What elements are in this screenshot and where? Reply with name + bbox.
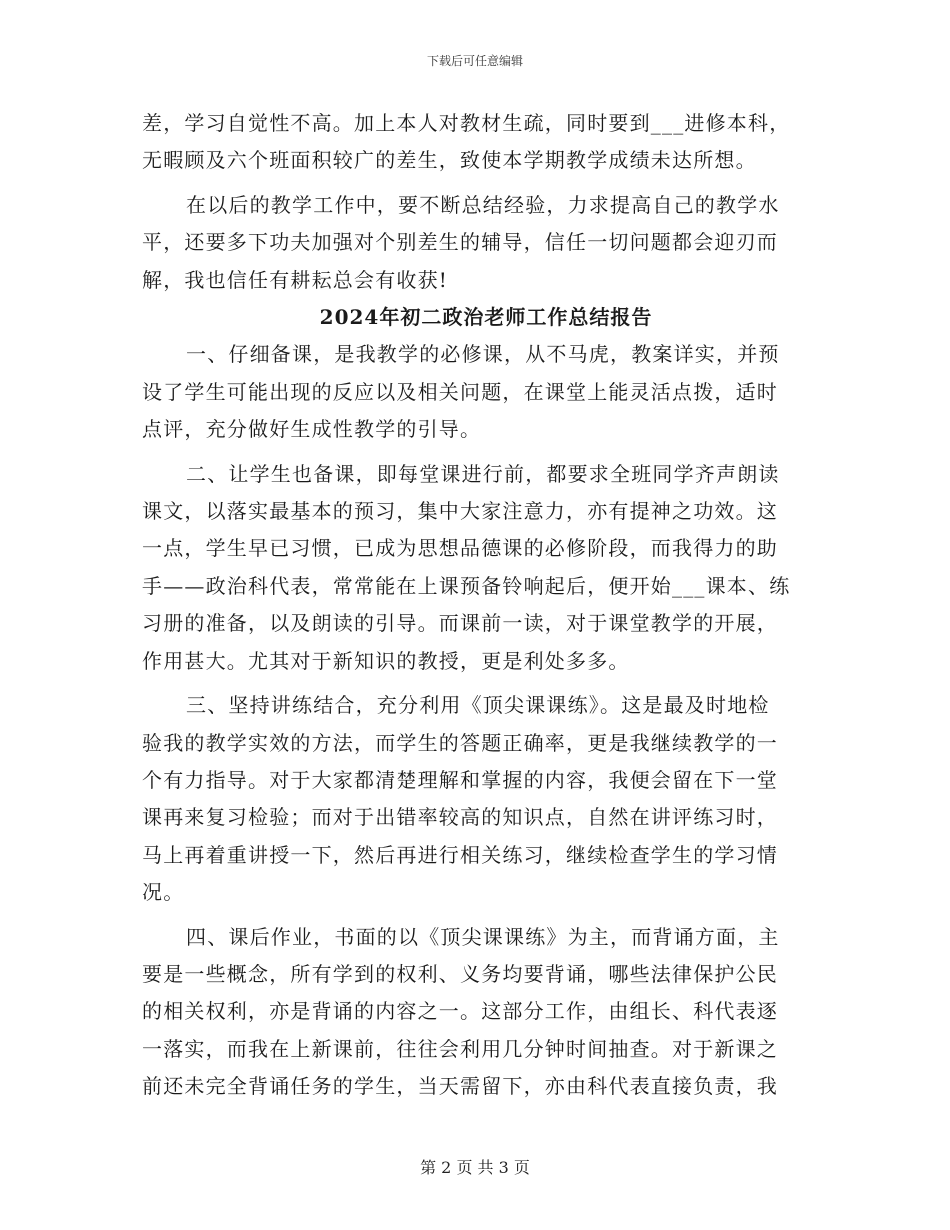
page-number: 第 2 页 共 3 页 <box>420 1158 530 1177</box>
text-line: 在以后的教学工作中，要不断总结经验，力求提高自己的教学水 <box>186 192 780 217</box>
text-line: 差，学习自觉性不高。加上本人对教材生疏，同时要到___进修本科， <box>142 111 791 135</box>
text-line: 前还未完全背诵任务的学生，当天需留下，亦由科代表直接负责，我 <box>142 1074 778 1099</box>
text-line: 手——政治科代表，常常能在上课预备铃响起后，便开始___课本、练 <box>142 573 791 598</box>
text-line: 二、让学生也备课，即每堂课进行前，都要求全班同学齐声朗读 <box>186 461 780 486</box>
text-line: 解，我也信任有耕耘总会有收获! <box>142 267 449 292</box>
text-line: 平，还要多下功夫加强对个别差生的辅导，信任一切问题都会迎刃而 <box>142 230 778 255</box>
section-1-paragraph <box>142 336 812 448</box>
page-header-note: 下载后可任意编辑 <box>426 54 523 68</box>
section-2-paragraph <box>142 456 812 680</box>
text-line: 课文，以落实最基本的预习，集中大家注意力，亦有提神之功效。这 <box>142 499 778 524</box>
section-4-paragraph <box>142 919 812 1106</box>
text-line: 验我的教学实效的方法，而学生的答题正确率，更是我继续教学的一 <box>142 730 778 755</box>
intro-paragraph <box>142 105 812 180</box>
text-line: 课再来复习检验；而对于出错率较高的知识点，自然在讲评练习时， <box>142 805 778 830</box>
text-line: 一点，学生早已习惯，已成为思想品德课的必修阶段，而我得力的助 <box>142 536 778 561</box>
text-line: 一、仔细备课，是我教学的必修课，从不马虎，教案详实，并预 <box>186 342 780 367</box>
text-line: 要是一些概念，所有学到的权利、义务均要背诵，哪些法律保护公民 <box>142 961 778 986</box>
text-line: 无暇顾及六个班面积较广的差生，致使本学期教学成绩未达所想。 <box>142 148 757 173</box>
text-line: 点评，充分做好生成性教学的引导。 <box>142 417 482 442</box>
document-body <box>142 105 812 1106</box>
text-line: 作用甚大。尤其对于新知识的教授，更是利处多多。 <box>142 648 630 673</box>
text-line: 个有力指导。对于大家都清楚理解和掌握的内容，我便会留在下一堂 <box>142 767 778 792</box>
text-line: 况。 <box>142 880 185 905</box>
document-title: 2024年初二政治老师工作总结报告 <box>319 305 653 330</box>
section-3-paragraph <box>142 687 812 911</box>
text-line: 三、坚持讲练结合，充分利用《顶尖课课练》。这是最及时地检 <box>186 693 770 718</box>
text-line: 设了学生可能出现的反应以及相关问题，在课堂上能灵活点拨，适时 <box>142 379 778 404</box>
text-line: 四、课后作业，书面的以《顶尖课课练》为主，而背诵方面，主 <box>186 924 780 949</box>
text-line: 一落实，而我在上新课前，往往会利用几分钟时间抽查。对于新课之 <box>142 1036 778 1061</box>
text-line: 的相关权利，亦是背诵的内容之一。这部分工作，由组长、科代表逐 <box>142 999 778 1024</box>
text-line: 习册的准备，以及朗读的引导。而课前一读，对于课堂教学的开展， <box>142 611 778 636</box>
closing-paragraph <box>142 187 812 299</box>
text-line: 马上再着重讲授一下，然后再进行相关练习，继续检查学生的学习情 <box>142 842 778 867</box>
